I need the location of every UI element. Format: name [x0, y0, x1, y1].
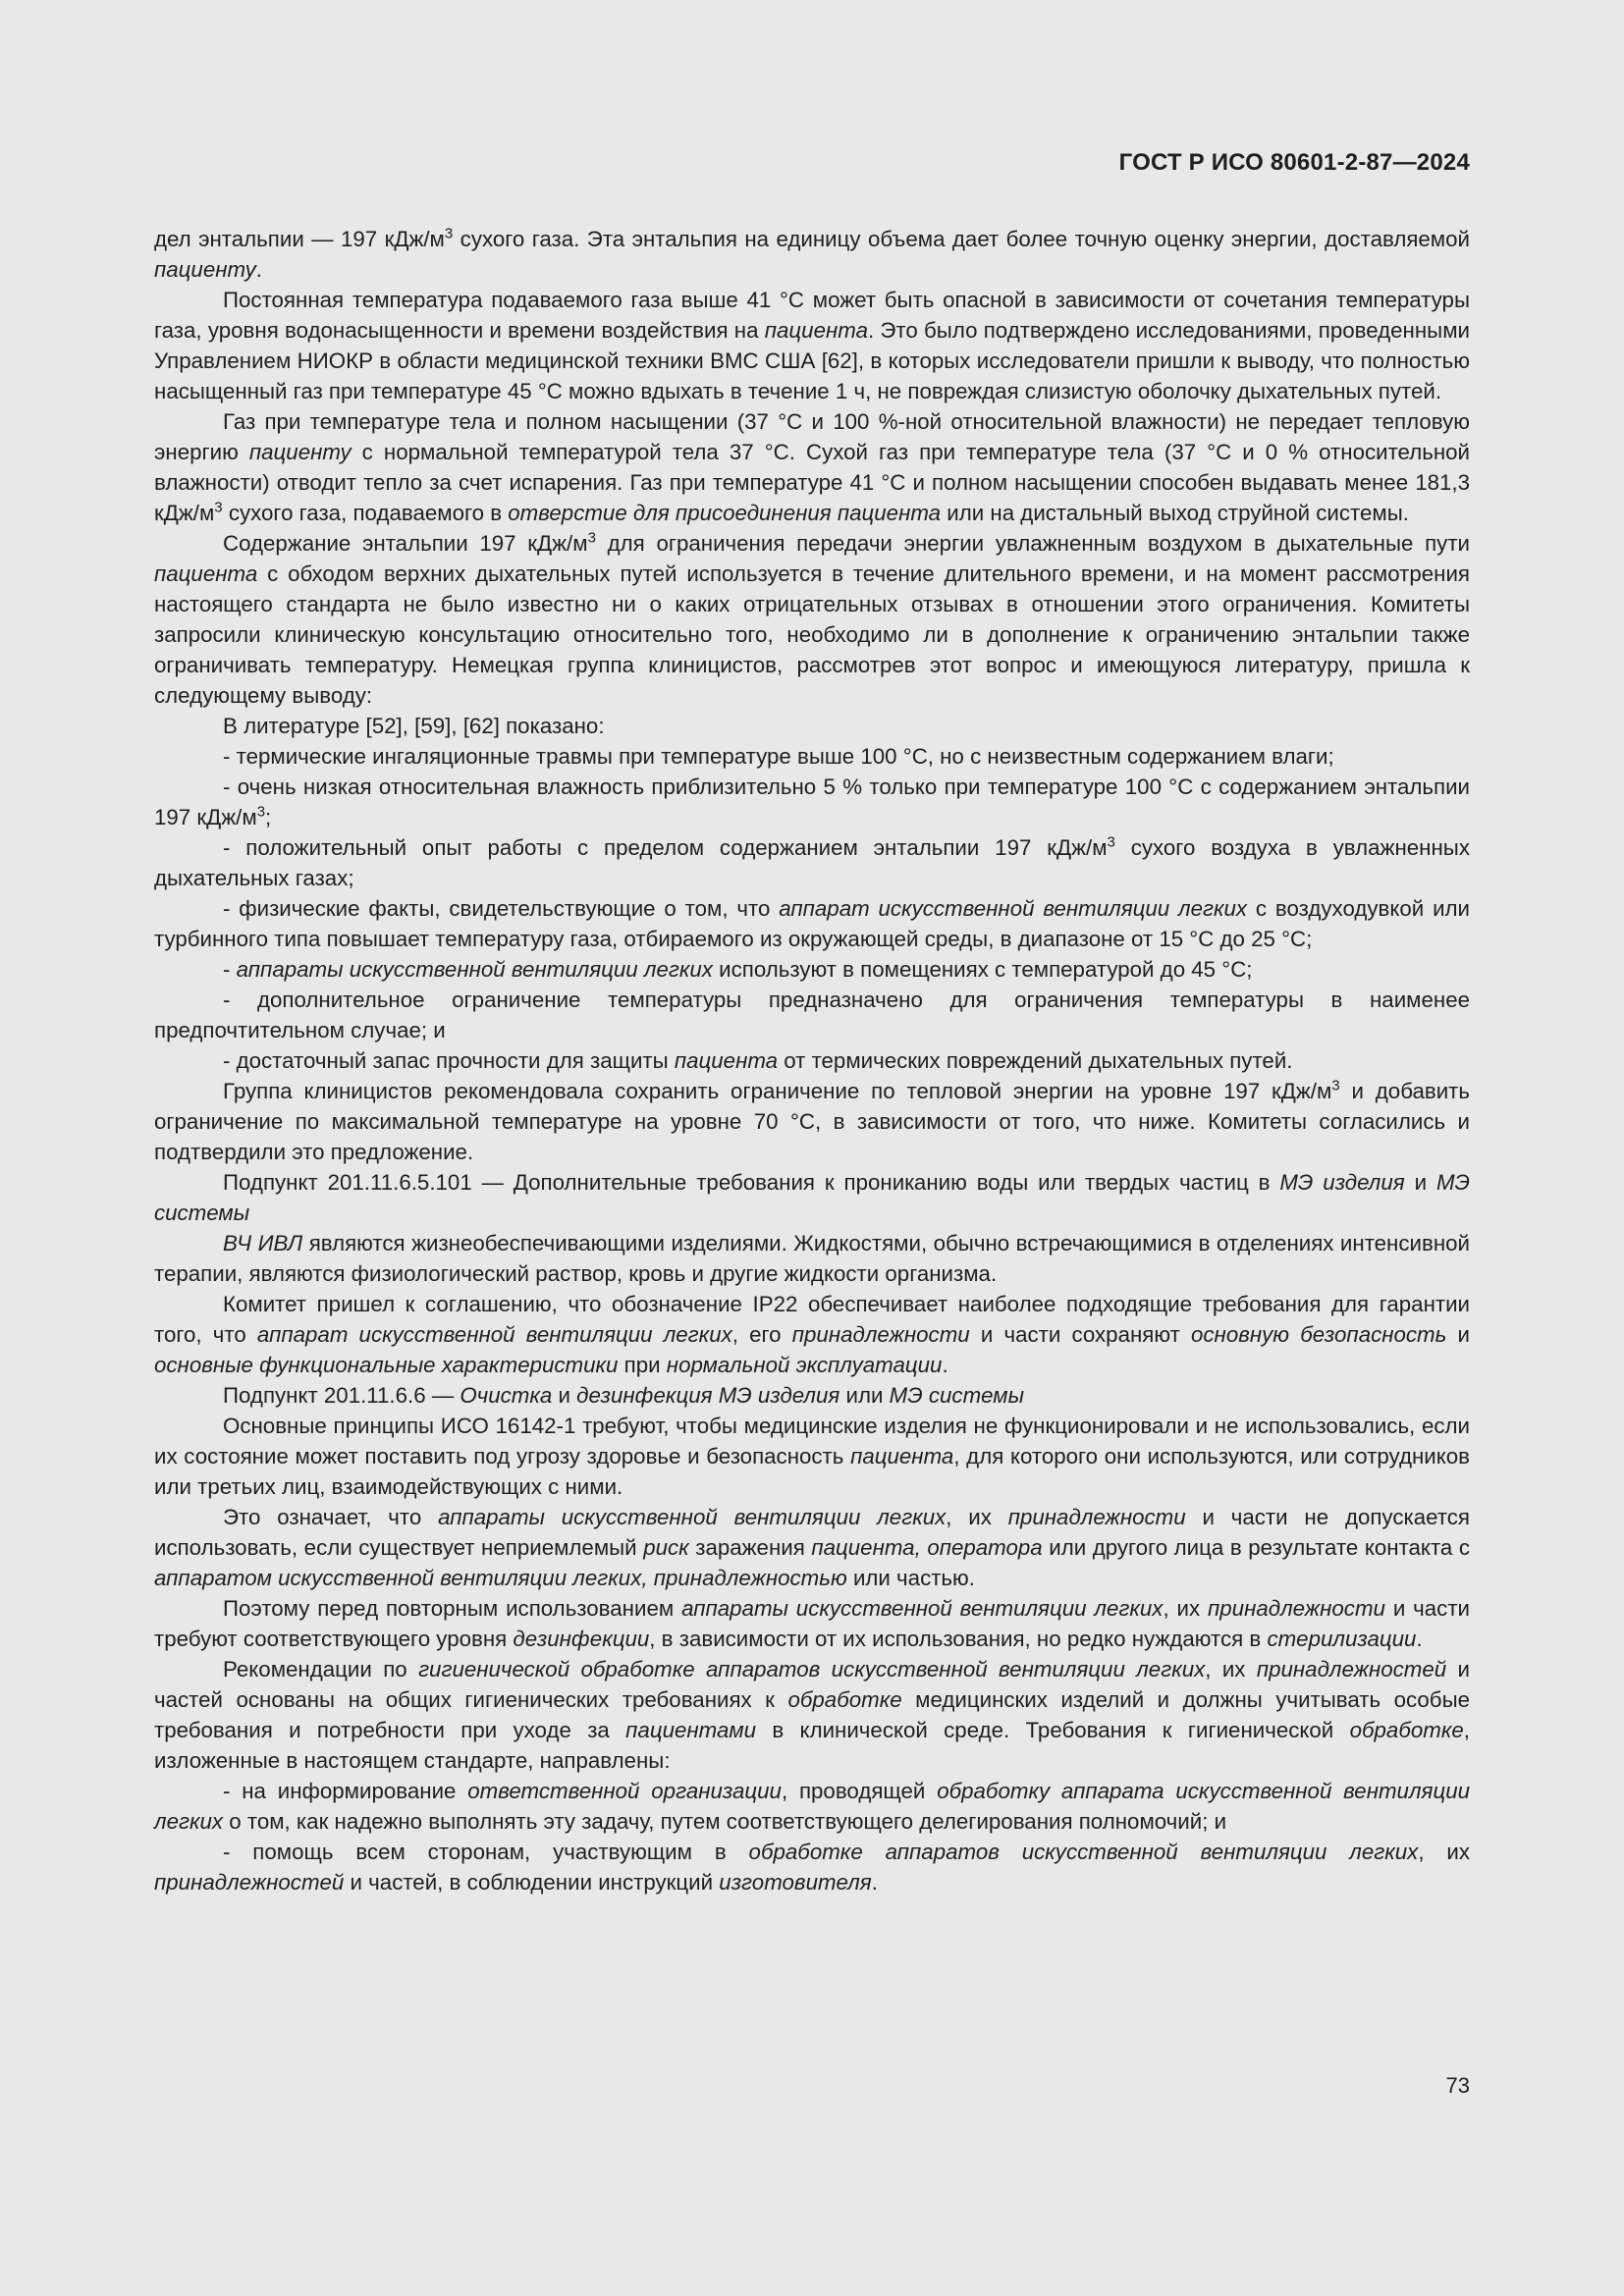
italic-term: пациента, оператора — [811, 1535, 1043, 1560]
text-segment: или частью. — [846, 1566, 975, 1590]
italic-term: пациенту — [154, 257, 256, 282]
text-segment: - на информирование — [223, 1779, 468, 1803]
text-segment: Содержание энтальпии 197 кДж/м — [223, 531, 588, 556]
text-segment: Комитет пришел к соглашению, что обозначение IP22 обеспечивает наиболее подходящие требования для гарантии того, что — [154, 1292, 1470, 1347]
italic-term: аппараты искусственной вентиляции легких — [681, 1596, 1164, 1621]
text-segment: - достаточный запас прочности для защиты — [223, 1048, 675, 1073]
italic-term: аппаратом искусственной вентиляции легких, принадлежностью — [154, 1566, 847, 1590]
italic-term: аппараты искусственной вентиляции легких — [438, 1505, 947, 1529]
text-segment: о том, как надежно выполнять эту задачу, путем соответствующего делегирования полномочий; и — [223, 1809, 1227, 1834]
text-segment: с нормальной температурой тела 37 °С. Сухой газ при температуре тела (37 °С и 0 % относительной влажности) отводит тепло за счет испарения. Газ при температуре 41 °С и полном насыщении способен выдавать менее 181,3 кДж/м — [154, 440, 1470, 525]
text-segment: с воздуходувкой или турбинного типа повышает температуру газа, отбираемого из окружающей среды, в диапазоне от 15 °С до 25 °С; — [154, 896, 1470, 951]
italic-term: пациента — [764, 318, 868, 343]
italic-term: обработку аппарата искусственной вентиляции легких — [154, 1779, 1470, 1834]
italic-term: гигиенической обработке аппаратов искусственной вентиляции легких — [418, 1657, 1206, 1682]
text-segment: Газ при температуре тела и полном насыщении (37 °С и 100 %-ной относительной влажности) не передает тепловую энергию — [154, 409, 1470, 464]
text-segment: Постоянная температура подаваемого газа выше 41 °С может быть опасной в зависимости от сочетания температуры газа, уровня водонасыщенности и времени воздействия на — [154, 288, 1470, 343]
text-segment: - физические факты, свидетельствующие о том, что — [223, 896, 780, 921]
italic-term: нормальной эксплуатации — [666, 1353, 943, 1377]
paragraph — [154, 1776, 1470, 1837]
italic-term: МЭ системы — [889, 1383, 1024, 1408]
italic-term: ВЧ ИВЛ — [223, 1231, 303, 1255]
italic-term: обработке аппаратов искусственной вентиляции легких — [748, 1840, 1419, 1864]
paragraph — [154, 772, 1470, 832]
text-segment: , его — [731, 1322, 792, 1347]
text-segment: или — [839, 1383, 890, 1408]
text-segment: или другого лица в результате контакта с — [1042, 1535, 1470, 1560]
paragraph — [154, 985, 1470, 1045]
text-segment: В литературе [52], [59], [62] показано: — [223, 714, 605, 738]
italic-term: принадлежности — [791, 1322, 970, 1347]
text-segment: и частей, в соблюдении инструкций — [344, 1870, 720, 1895]
italic-term: пациента — [850, 1444, 954, 1468]
text-segment: и части не допускается использовать, если существует неприемлемый — [154, 1505, 1470, 1560]
text-segment: , их — [1163, 1596, 1208, 1621]
paragraph — [154, 954, 1470, 985]
text-segment: , их — [1205, 1657, 1257, 1682]
superscript: 3 — [587, 529, 596, 547]
text-segment: и части сохраняют — [969, 1322, 1191, 1347]
italic-term: аппарат искусственной вентиляции легких — [256, 1322, 732, 1347]
text-segment: при — [618, 1353, 667, 1377]
superscript: 3 — [444, 225, 454, 242]
text-segment: Это означает, что — [223, 1505, 439, 1529]
text-segment: являются жизнеобеспечивающими изделиями. Жидкостями, обычно встречающимися в отделениях интенсивной терапии, являются физиологический раствор, кровь и другие жидкости организма. — [154, 1231, 1470, 1286]
text-segment: , их — [946, 1505, 1008, 1529]
paragraph — [154, 1380, 1470, 1411]
italic-term: ответственной организации — [467, 1779, 782, 1803]
italic-term: принадлежности — [1007, 1505, 1186, 1529]
italic-term: принадлежности — [1208, 1596, 1385, 1621]
paragraph — [154, 1228, 1470, 1289]
italic-term: МЭ системы — [154, 1170, 1470, 1225]
italic-term: обработке — [787, 1687, 902, 1712]
superscript: 3 — [214, 499, 223, 516]
text-segment: заражения — [688, 1535, 812, 1560]
paragraph — [154, 528, 1470, 711]
italic-term: стерилизации — [1267, 1627, 1417, 1651]
paragraph — [154, 1076, 1470, 1167]
text-segment: , для которого они используются, или сотрудников или третьих лиц, взаимодействующих с ними. — [154, 1444, 1470, 1499]
text-segment: . — [942, 1353, 948, 1377]
text-segment: сухого воздуха в увлажненных дыхательных газах; — [154, 835, 1470, 890]
italic-term: изготовителя — [719, 1870, 872, 1895]
text-segment: - — [223, 957, 237, 982]
text-segment: и частей основаны на общих гигиенических требованиях к — [154, 1657, 1471, 1712]
paragraph — [154, 285, 1470, 406]
text-segment: медицинских изделий и должны учитывать особые требования и потребности при уходе за — [154, 1687, 1470, 1742]
text-segment: - очень низкая относительная влажность приблизительно 5 % только при температуре 100 °С с содержанием энтальпии 197 кДж/м — [154, 774, 1470, 829]
text-segment: и — [1446, 1322, 1470, 1347]
text-segment: или на дистальный выход струйной системы. — [941, 501, 1409, 525]
superscript: 3 — [256, 803, 266, 821]
italic-term: риск — [643, 1535, 689, 1560]
text-segment: и — [1404, 1170, 1436, 1195]
text-segment: от термических повреждений дыхательных путей. — [778, 1048, 1293, 1073]
text-segment: , в зависимости от их использования, но редко нуждаются в — [649, 1627, 1268, 1651]
paragraph — [154, 1654, 1470, 1776]
italic-term: МЭ изделия — [1279, 1170, 1405, 1195]
italic-term: обработке — [1349, 1718, 1464, 1742]
paragraph — [154, 1837, 1470, 1897]
italic-term: основную безопасность — [1191, 1322, 1447, 1347]
text-segment: , проводящей — [781, 1779, 938, 1803]
text-segment: Рекомендации по — [223, 1657, 419, 1682]
italic-term: аппарат искусственной вентиляции легких — [779, 896, 1248, 921]
italic-term: дезинфекция МЭ изделия — [576, 1383, 840, 1408]
paragraph — [154, 1593, 1470, 1654]
text-segment: , их — [1418, 1840, 1470, 1864]
text-segment: . Это было подтверждено исследованиями, проведенными Управлением НИОКР в области медицинской техники ВМС США [62], в которых исследователи пришли к выводу, что полностью насыщенный газ при температуре 45 °С можно вдыхать в течение 1 ч, не повреждая слизистую оболочку дыхательных путей. — [154, 318, 1470, 403]
text-segment: . — [255, 257, 262, 282]
paragraph — [154, 1502, 1470, 1593]
page-number: 73 — [1445, 2073, 1470, 2098]
text-segment: с обходом верхних дыхательных путей используется в течение длительного времени, и на момент рассмотрения настоящего стандарта не было известно ни о каких отрицательных отзывах в отношении этого ограничения. Комитеты запросили клиническую консультацию относительно того, необходимо ли в дополнение к ограничению энтальпии также ограничивать температуру. Немецкая группа клиницистов, рассмотрев этот вопрос и имеющуюся литературу, пришла к следующему выводу: — [154, 561, 1470, 708]
text-segment: в клинической среде. Требования к гигиенической — [756, 1718, 1350, 1742]
text-segment: сухого газа, подаваемого в — [222, 501, 509, 525]
superscript: 3 — [1107, 833, 1115, 851]
italic-term: аппараты искусственной вентиляции легких — [236, 957, 713, 982]
text-segment: Группа клиницистов рекомендовала сохранить ограничение по тепловой энергии на уровне 197 кДж/м — [223, 1079, 1332, 1103]
text-segment: . — [871, 1870, 878, 1895]
paragraph — [154, 1411, 1470, 1502]
italic-term: принадлежностей — [1256, 1657, 1447, 1682]
italic-term: пациенту — [248, 440, 352, 464]
text-segment: Подпункт 201.11.6.5.101 — Дополнительные требования к проникaнию воды или твердых частиц в — [223, 1170, 1280, 1195]
italic-term: пациента — [154, 561, 258, 586]
italic-term: отверстие для присоединения пациента — [508, 501, 942, 525]
italic-term: принадлежностей — [154, 1870, 345, 1895]
paragraph — [154, 893, 1470, 954]
document-code-header: ГОСТ Р ИСО 80601-2-87—2024 — [1118, 149, 1470, 176]
paragraph — [154, 406, 1470, 528]
paragraph — [154, 1289, 1470, 1380]
paragraph — [154, 711, 1470, 741]
text-segment: сухого газа. Эта энтальпия на единицу объема дает более точную оценку энергии, доставляемой — [453, 227, 1470, 251]
text-segment: и части требуют соответствующего уровня — [154, 1596, 1470, 1651]
italic-term: дезинфекции — [513, 1627, 650, 1651]
text-segment: Поэтому перед повторным использованием — [223, 1596, 682, 1621]
text-segment: используют в помещениях с температурой до 45 °С; — [712, 957, 1253, 982]
paragraph — [154, 741, 1470, 772]
text-segment: для ограничения передачи энергии увлажненным воздухом в дыхательные пути — [595, 531, 1470, 556]
italic-term: пациентами — [625, 1718, 757, 1742]
paragraph — [154, 832, 1470, 893]
italic-term: основные функциональные характеристики — [154, 1353, 619, 1377]
paragraph — [154, 224, 1470, 285]
text-segment: ; — [265, 805, 272, 829]
text-segment: - термические ингаляционные травмы при температуре выше 100 °С, но с неизвестным содержанием влаги; — [223, 744, 1334, 769]
italic-term: Очистка — [460, 1383, 553, 1408]
text-segment: - дополнительное ограничение температуры предназначено для ограничения температуры в наименее предпочтительном случае; и — [154, 988, 1470, 1042]
text-segment: дел энтальпии — 197 кДж/м — [154, 227, 445, 251]
paragraph — [154, 1045, 1470, 1076]
italic-term: пациента — [674, 1048, 779, 1073]
text-segment: и добавить ограничение по максимальной температуре на уровне 70 °С, в зависимости от того, что ниже. Комитеты согласились и подтвердили это предложение. — [154, 1079, 1470, 1164]
body-text — [154, 224, 1470, 1897]
text-segment: Подпункт 201.11.6.6 — — [223, 1383, 460, 1408]
text-segment: - помощь всем сторонам, участвующим в — [223, 1840, 749, 1864]
text-segment: Основные принципы ИСО 16142-1 требуют, чтобы медицинские изделия не функционировали и не использовались, если их состояние может поставить под угрозу здоровье и безопасность — [154, 1414, 1470, 1468]
text-segment: - положительный опыт работы с пределом содержанием энтальпии 197 кДж/м — [223, 835, 1108, 860]
text-segment: и — [552, 1383, 577, 1408]
paragraph — [154, 1167, 1470, 1228]
superscript: 3 — [1331, 1077, 1340, 1095]
text-segment: . — [1416, 1627, 1423, 1651]
text-segment: , изложенные в настоящем стандарте, направлены: — [154, 1718, 1470, 1773]
